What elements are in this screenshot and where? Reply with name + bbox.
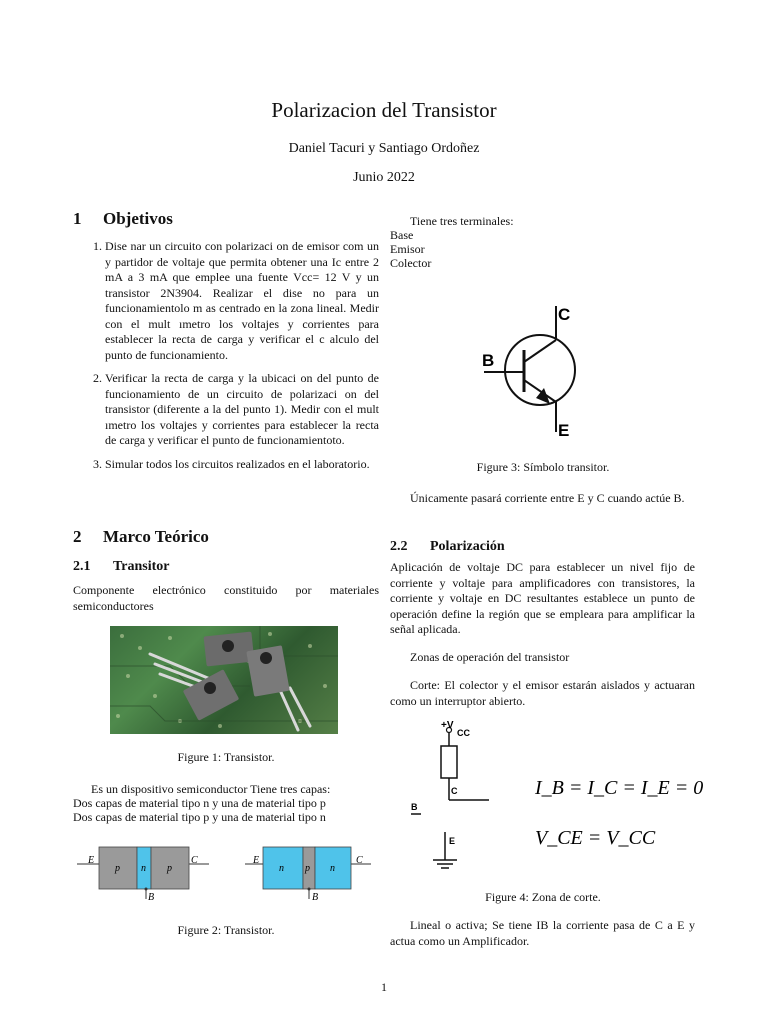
corte-text: Corte: El colector y el emisor estarán aislados y actuaran como un interruptor abierto. <box>390 678 695 708</box>
semiconductor-description <box>73 782 383 824</box>
paper-authors: Daniel Tacuri y Santiago Ordoñez <box>288 141 480 156</box>
section-objetivos-heading <box>73 209 173 229</box>
npn-mid-layer: p <box>305 863 310 874</box>
symbol-c-label: C <box>558 305 571 324</box>
section-title: Marco Teórico <box>103 527 209 546</box>
terminal-item: Colector <box>390 256 432 270</box>
subsection-polarizacion-heading <box>390 539 505 555</box>
figure-2-diagrams <box>75 843 375 903</box>
paper-title: Polarizacion del Transistor <box>271 98 497 122</box>
subsection-number: 2.2 <box>390 539 408 554</box>
base-b-label: B <box>411 802 418 812</box>
transitor-intro: Componente electrónico constituido por materiales semiconductores <box>73 583 379 613</box>
figure-2-caption: Figure 2: Transistor. <box>177 923 275 937</box>
terminal-item: Emisor <box>390 242 425 256</box>
subsection-transitor-heading <box>73 559 170 575</box>
pnp-right-layer: p <box>167 863 172 874</box>
pnp-e-label: E <box>88 855 95 866</box>
pnp-diagram <box>77 847 209 903</box>
objectives-list <box>73 239 379 480</box>
vcc-sub-label: CC <box>457 728 470 738</box>
objective-item: 2. Verificar la recta de carga y la ubicaci on del punto de funcionamiento de un circuito de polarizaci on del transistor (diferente a la del punto 1). Medir con el mult ımetro los voltajes y corrientes para establecer la recta de carga y verificar el punto de funcionamientoto. <box>105 371 379 449</box>
semiconductor-line: Dos capas de material tipo n y una de material tipo p <box>73 796 326 810</box>
figure-3-caption: Figure 3: Símbolo transitor. <box>476 460 610 474</box>
terminal-item: Base <box>390 228 414 242</box>
section-marco-heading <box>73 527 209 547</box>
semiconductor-line: Dos capas de material tipo p y una de material tipo n <box>73 810 326 824</box>
collector-c-label: C <box>451 786 458 796</box>
emitter-e-label: E <box>449 836 456 846</box>
terminals-title: Tiene tres terminales: <box>410 214 514 228</box>
symbol-b-label: B <box>482 351 495 370</box>
objective-item: 1. Dise nar un circuito con polarizaci on de emisor com un y partidor de voltaje que permita obtener una Ic entre 2 mA a 3 mA que emplee una fuente Vcc= 12 V y un transistor 2N3904. Realizar el dise no para un funcionamientolo m as centrado en la zona lineal. Medir con el mult ımetro los voltajes y corrientes para establecer la recta de carga y verificar el c alculo del punto de funcionamiento. <box>105 239 379 363</box>
npn-right-layer: n <box>330 863 335 874</box>
npn-b-label: B <box>312 892 319 903</box>
npn-diagram <box>245 847 371 903</box>
npn-left-layer: n <box>279 863 284 874</box>
paper-date: Junio 2022 <box>353 170 415 185</box>
equation-currents: I_B = I_C = I_E = 0 <box>535 777 704 799</box>
symbol-e-label: E <box>558 421 570 440</box>
vcc-plus-label: +V <box>441 720 454 731</box>
subsection-title: Transitor <box>113 559 170 574</box>
figure-1-caption: Figure 1: Transistor. <box>177 750 275 764</box>
subsection-number: 2.1 <box>73 559 91 574</box>
only-current-text: Únicamente pasará corriente entre E y C cuando actúe B. <box>410 491 685 505</box>
objective-item: 3. Simular todos los circuitos realizados en el laboratorio. <box>105 457 379 473</box>
cutoff-circuit-figure <box>405 718 705 878</box>
equation-voltages: V_CE = V_CC <box>535 827 656 849</box>
subsection-title: Polarización <box>430 539 505 554</box>
figure-4-caption: Figure 4: Zona de corte. <box>485 890 601 904</box>
pnp-mid-layer: n <box>141 863 146 874</box>
section-number: 1 <box>73 209 82 228</box>
pnp-left-layer: p <box>115 863 120 874</box>
transistor-symbol <box>478 300 598 440</box>
section-title: Objetivos <box>103 209 173 228</box>
semiconductor-line: Es un dispositivo semiconductor Tiene tres capas: <box>91 782 331 796</box>
pnp-b-label: B <box>148 892 155 903</box>
transistor-photo <box>110 626 338 734</box>
section-number: 2 <box>73 527 82 546</box>
pnp-c-label: C <box>191 855 198 866</box>
npn-c-label: C <box>356 855 363 866</box>
lineal-text: Lineal o activa; Se tiene IB la corriente pasa de C a E y actua como un Amplificador. <box>390 918 695 948</box>
polarizacion-text: Aplicación de voltaje DC para establecer un nivel fijo de corriente y voltaje para amplificadores con transistores, la corriente y voltaje en DC resultantes establece un punto de operación define la región que se empleara para amplificar la señal aplicada. <box>390 560 695 636</box>
terminals-block <box>390 214 696 270</box>
page-number: 1 <box>381 980 387 994</box>
zonas-title: Zonas de operación del transistor <box>410 650 570 664</box>
npn-e-label: E <box>253 855 260 866</box>
